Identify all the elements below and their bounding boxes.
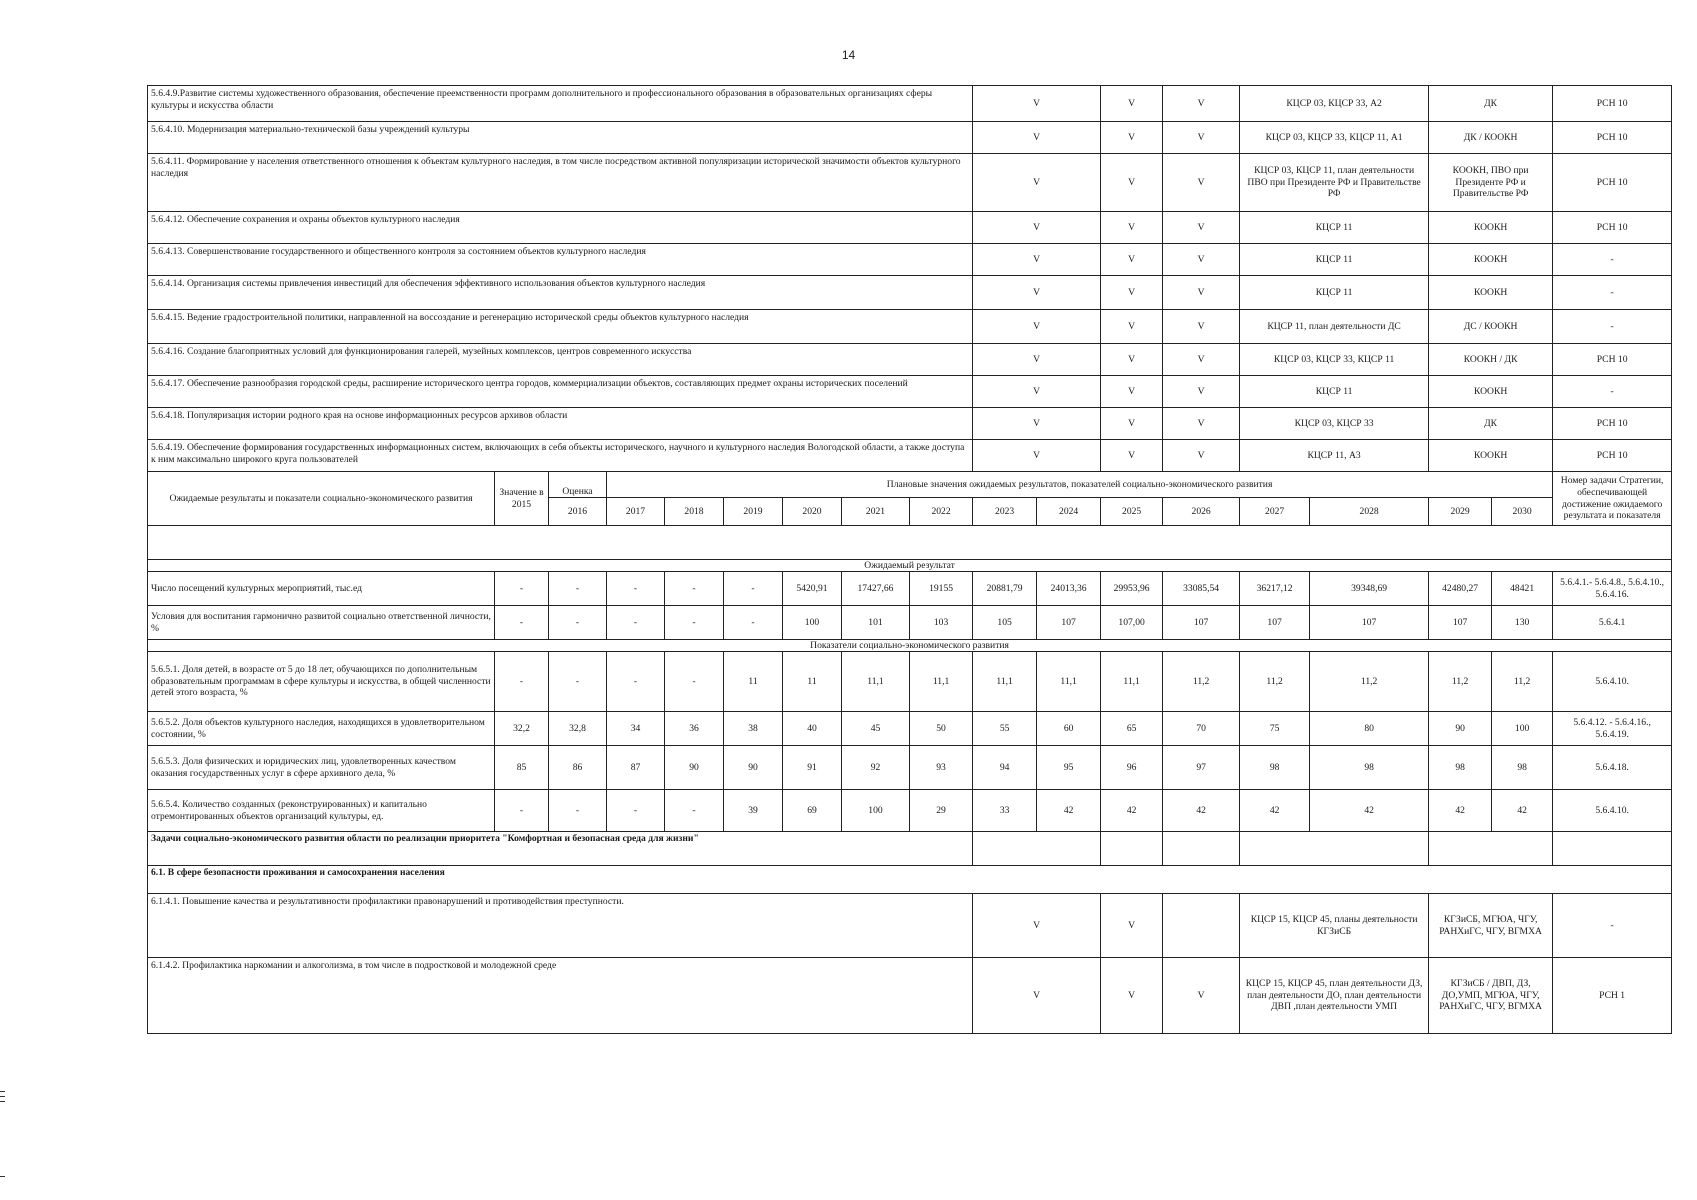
value-cell: 17427,66 — [842, 572, 910, 606]
documents-cell: КЦСР 11 — [1240, 376, 1429, 408]
mark-cell: V — [1163, 310, 1240, 344]
value-cell: 42 — [1101, 790, 1163, 832]
mark-cell: V — [973, 154, 1101, 212]
section-row — [148, 640, 1672, 652]
value-cell: 5420,91 — [783, 572, 842, 606]
value-cell: 60 — [1037, 712, 1101, 746]
strategy-ref-cell: 5.6.4.1 — [1553, 606, 1672, 640]
strategy-ref-cell: 5.6.4.1.- 5.6.4.8., 5.6.4.10., 5.6.4.16. — [1553, 572, 1672, 606]
value-cell: 107,00 — [1101, 606, 1163, 640]
mark-cell: V — [973, 376, 1101, 408]
executors-cell: КГЗиСБ, МГЮА, ЧГУ, РАНХиГС, ЧГУ, ВГМХА — [1429, 894, 1553, 958]
planned-values-header: Плановые значения ожидаемых результатов, показателей социально-экономического развития — [607, 472, 1553, 498]
value-cell: 75 — [1240, 712, 1310, 746]
executors-cell: КГЗиСБ / ДВП, ДЗ, ДО,УМП, МГЮА, ЧГУ, РАНХиГС, ЧГУ, ВГМХА — [1429, 958, 1553, 1034]
value-cell: - — [665, 572, 724, 606]
empty-cell — [1163, 832, 1240, 866]
indicator-row — [148, 652, 1672, 712]
rsn-cell: РСН 10 — [1553, 122, 1672, 154]
value-cell: 11 — [724, 652, 783, 712]
value-cell: 80 — [1310, 712, 1429, 746]
value-cell: 42 — [1163, 790, 1240, 832]
value-cell: 97 — [1163, 746, 1240, 790]
mark-cell: V — [973, 344, 1101, 376]
executors-cell: ДС / КООКН — [1429, 310, 1553, 344]
year-header: 2027 — [1240, 498, 1310, 526]
indicator-label: 5.6.5.4. Количество созданных (реконструированных) и капитально отремонтированных объектов организаций культуры, ед. — [148, 790, 495, 832]
value-2015-header: Значение в 2015 — [495, 472, 549, 526]
value-cell: 11,2 — [1492, 652, 1553, 712]
task-row — [148, 344, 1672, 376]
empty-cell — [1429, 832, 1553, 866]
priority-row — [148, 832, 1672, 866]
executors-cell: КООКН, ПВО при Президенте РФ и Правительстве РФ — [1429, 154, 1553, 212]
value-cell: 33085,54 — [1163, 572, 1240, 606]
task-text: 6.1.4.1. Повышение качества и результативности профилактики правонарушений и противодействия преступности. — [148, 894, 973, 958]
mark-cell: V — [1163, 212, 1240, 244]
year-header: 2019 — [724, 498, 783, 526]
year-header: 2026 — [1163, 498, 1240, 526]
executors-cell: ДК / КООКН — [1429, 122, 1553, 154]
rsn-cell: РСН 10 — [1553, 212, 1672, 244]
indicator-label: 5.6.5.1. Доля детей, в возрасте от 5 до 18 лет, обучающихся по дополнительным образовательным программам в сфере культуры и искусства, в общей численности детей этого возраста, % — [148, 652, 495, 712]
executors-cell: КООКН — [1429, 276, 1553, 310]
rsn-cell: РСН 10 — [1553, 440, 1672, 472]
value-cell: 29 — [910, 790, 973, 832]
value-cell: - — [549, 790, 607, 832]
executors-cell: КООКН — [1429, 376, 1553, 408]
task-text: 6.1.4.2. Профилактика наркомании и алкоголизма, в том числе в подростковой и молодежной среде — [148, 958, 973, 1034]
rsn-cell: - — [1553, 894, 1672, 958]
strategy-table — [147, 85, 1672, 1034]
task-text: 5.6.4.18. Популяризация истории родного края на основе информационных ресурсов архивов области — [148, 408, 973, 440]
value-cell: 92 — [842, 746, 910, 790]
value-cell: 45 — [842, 712, 910, 746]
mark-cell: V — [973, 86, 1101, 122]
rsn-cell: - — [1553, 310, 1672, 344]
value-cell: 90 — [724, 746, 783, 790]
executors-cell: КООКН — [1429, 440, 1553, 472]
mark-cell: V — [1101, 894, 1163, 958]
value-cell: 11 — [783, 652, 842, 712]
mark-cell: V — [1101, 376, 1163, 408]
value-cell: 42 — [1240, 790, 1310, 832]
value-cell: 11,1 — [842, 652, 910, 712]
year-header: 2021 — [842, 498, 910, 526]
value-cell: 55 — [973, 712, 1037, 746]
priority-heading: Задачи социально-экономического развития области по реализации приоритета "Комфортная и безопасная среда для жизни" — [148, 832, 973, 866]
value-cell: 103 — [910, 606, 973, 640]
value-cell: 100 — [842, 790, 910, 832]
task-row — [148, 958, 1672, 1034]
value-cell: - — [607, 790, 665, 832]
task-text: 5.6.4.11. Формирование у населения ответственного отношения к объектам культурного наследия, в том числе посредством активной популяризации исторической значимости объектов культурного наследия — [148, 154, 973, 212]
strategy-ref-cell: 5.6.4.18. — [1553, 746, 1672, 790]
rsn-cell: РСН 10 — [1553, 408, 1672, 440]
strategy-task-header: Номер задачи Стратегии, обеспечивающей достижение ожидаемого результата и показателя — [1553, 472, 1672, 526]
documents-cell: КЦСР 11, план деятельности ДС — [1240, 310, 1429, 344]
year-header: 2017 — [607, 498, 665, 526]
mark-cell: V — [1101, 276, 1163, 310]
value-cell: - — [665, 652, 724, 712]
rsn-cell: РСН 10 — [1553, 154, 1672, 212]
mark-cell: V — [1101, 440, 1163, 472]
value-cell: 98 — [1240, 746, 1310, 790]
executors-cell: ДК — [1429, 408, 1553, 440]
rsn-cell: - — [1553, 244, 1672, 276]
value-cell: 130 — [1492, 606, 1553, 640]
spacer-row — [148, 526, 1672, 560]
executors-cell: ДК — [1429, 86, 1553, 122]
mark-cell: V — [1101, 154, 1163, 212]
rsn-cell: РСН 10 — [1553, 86, 1672, 122]
task-row — [148, 376, 1672, 408]
value-cell: 65 — [1101, 712, 1163, 746]
indicator-row — [148, 746, 1672, 790]
value-cell: - — [495, 572, 549, 606]
value-cell: 93 — [910, 746, 973, 790]
subsection-heading: 6.1. В сфере безопасности проживания и самосохранения населения — [148, 866, 1672, 894]
year-header: 2023 — [973, 498, 1037, 526]
year-header: 2018 — [665, 498, 724, 526]
empty-cell — [1553, 832, 1672, 866]
value-cell: 34 — [607, 712, 665, 746]
section-expected-result: Ожидаемый результат — [148, 560, 1672, 572]
documents-cell: КЦСР 11, А3 — [1240, 440, 1429, 472]
value-cell: 90 — [1429, 712, 1492, 746]
value-cell: 32,8 — [549, 712, 607, 746]
section-indicators: Показатели социально-экономического развития — [148, 640, 1672, 652]
value-cell: 85 — [495, 746, 549, 790]
year-header: 2024 — [1037, 498, 1101, 526]
mark-cell: V — [1101, 408, 1163, 440]
mark-cell: V — [1101, 122, 1163, 154]
spacer-cell — [148, 526, 1672, 560]
rsn-cell: РСН 10 — [1553, 344, 1672, 376]
scan-mark — [0, 1091, 5, 1092]
mark-cell: V — [1163, 244, 1240, 276]
value-cell: 11,2 — [1429, 652, 1492, 712]
task-row — [148, 440, 1672, 472]
value-cell: 39 — [724, 790, 783, 832]
mark-cell: V — [1163, 86, 1240, 122]
value-cell: 19155 — [910, 572, 973, 606]
mark-cell: V — [973, 244, 1101, 276]
subsection-row — [148, 866, 1672, 894]
task-row — [148, 212, 1672, 244]
task-text: 5.6.4.17. Обеспечение разнообразия городской среды, расширение исторического центра городов, коммерциализации объектов, составляющих предмет охраны исторических поселений — [148, 376, 973, 408]
value-cell: 11,1 — [973, 652, 1037, 712]
mark-cell: V — [973, 408, 1101, 440]
task-row — [148, 244, 1672, 276]
value-cell: - — [607, 652, 665, 712]
scan-mark — [0, 1101, 5, 1102]
value-cell: 95 — [1037, 746, 1101, 790]
documents-cell: КЦСР 03, КЦСР 33, КЦСР 11, А1 — [1240, 122, 1429, 154]
value-cell: 70 — [1163, 712, 1240, 746]
value-cell: 87 — [607, 746, 665, 790]
value-cell: 107 — [1163, 606, 1240, 640]
value-cell: 107 — [1240, 606, 1310, 640]
documents-cell: КЦСР 03, КЦСР 11, план деятельности ПВО при Президенте РФ и Правительстве РФ — [1240, 154, 1429, 212]
documents-cell: КЦСР 11 — [1240, 244, 1429, 276]
documents-cell: КЦСР 03, КЦСР 33 — [1240, 408, 1429, 440]
empty-cell — [1240, 832, 1429, 866]
strategy-ref-cell: 5.6.4.10. — [1553, 790, 1672, 832]
task-row — [148, 894, 1672, 958]
value-cell: 90 — [665, 746, 724, 790]
indicator-label: 5.6.5.3. Доля физических и юридических лиц, удовлетворенных качеством оказания государственных услуг в сфере архивного дела, % — [148, 746, 495, 790]
mark-cell: V — [973, 894, 1101, 958]
rsn-cell: - — [1553, 376, 1672, 408]
value-cell: 105 — [973, 606, 1037, 640]
value-cell: 39348,69 — [1310, 572, 1429, 606]
value-cell: 98 — [1492, 746, 1553, 790]
rsn-cell: РСН 1 — [1553, 958, 1672, 1034]
value-cell: 40 — [783, 712, 842, 746]
value-cell: 36217,12 — [1240, 572, 1310, 606]
value-cell: 69 — [783, 790, 842, 832]
task-text: 5.6.4.10. Модернизация материально-технической базы учреждений культуры — [148, 122, 973, 154]
executors-cell: КООКН — [1429, 244, 1553, 276]
value-cell: - — [495, 652, 549, 712]
indicator-row — [148, 606, 1672, 640]
indicator-label: 5.6.5.2. Доля объектов культурного наследия, находящихся в удовлетворительном состоянии, % — [148, 712, 495, 746]
mark-cell: V — [1163, 154, 1240, 212]
year-header: 2029 — [1429, 498, 1492, 526]
strategy-ref-cell: 5.6.4.10. — [1553, 652, 1672, 712]
value-cell: 20881,79 — [973, 572, 1037, 606]
value-cell: 48421 — [1492, 572, 1553, 606]
value-cell: - — [607, 606, 665, 640]
year-header: 2022 — [910, 498, 973, 526]
documents-cell: КЦСР 11 — [1240, 276, 1429, 310]
mark-cell: V — [973, 958, 1101, 1034]
scan-mark — [0, 1096, 5, 1097]
task-text: 5.6.4.12. Обеспечение сохранения и охраны объектов культурного наследия — [148, 212, 973, 244]
documents-cell: КЦСР 15, КЦСР 45, план деятельности ДЗ, план деятельности ДО, план деятельности ДВП ,план деятельности УМП — [1240, 958, 1429, 1034]
value-cell: - — [607, 572, 665, 606]
value-cell: 11,1 — [1101, 652, 1163, 712]
value-cell: 91 — [783, 746, 842, 790]
task-row — [148, 154, 1672, 212]
mark-cell: V — [1163, 344, 1240, 376]
value-cell: 29953,96 — [1101, 572, 1163, 606]
task-row — [148, 276, 1672, 310]
mark-cell: V — [1163, 376, 1240, 408]
value-cell: - — [665, 790, 724, 832]
value-cell: 24013,36 — [1037, 572, 1101, 606]
documents-cell: КЦСР 03, КЦСР 33, А2 — [1240, 86, 1429, 122]
mark-cell: V — [1163, 958, 1240, 1034]
value-cell: 42 — [1037, 790, 1101, 832]
empty-cell — [973, 832, 1101, 866]
indicator-label: Условия для воспитания гармонично развитой социально ответственной личности, % — [148, 606, 495, 640]
task-row — [148, 86, 1672, 122]
estimate-header: Оценка — [549, 472, 607, 498]
value-cell: 101 — [842, 606, 910, 640]
table-body — [148, 86, 1672, 1034]
value-cell: - — [549, 606, 607, 640]
header-row — [148, 472, 1672, 498]
value-cell: - — [549, 652, 607, 712]
year-header: 2016 — [549, 498, 607, 526]
mark-cell: V — [1163, 408, 1240, 440]
mark-cell: V — [1101, 86, 1163, 122]
value-cell: 100 — [783, 606, 842, 640]
mark-cell: V — [1101, 344, 1163, 376]
year-header: 2025 — [1101, 498, 1163, 526]
mark-cell: V — [973, 310, 1101, 344]
executors-cell: КООКН / ДК — [1429, 344, 1553, 376]
value-cell: 11,1 — [910, 652, 973, 712]
documents-cell: КЦСР 11 — [1240, 212, 1429, 244]
task-text: 5.6.4.9.Развитие системы художественного образования, обеспечение преемственности программ дополнительного и профессионального образования в образовательных организациях сферы культуры и искусства области — [148, 86, 973, 122]
value-cell: 42 — [1492, 790, 1553, 832]
value-cell: 33 — [973, 790, 1037, 832]
value-cell: 96 — [1101, 746, 1163, 790]
empty-cell — [1101, 832, 1163, 866]
value-cell: 38 — [724, 712, 783, 746]
task-text: 5.6.4.19. Обеспечение формирования государственных информационных систем, включающих в себя объекты исторического, научного и культурного наследия Вологодской области, а также доступа к ним максимально широкого круга пользователей — [148, 440, 973, 472]
value-cell: 98 — [1310, 746, 1429, 790]
documents-cell: КЦСР 15, КЦСР 45, планы деятельности КГЗиСБ — [1240, 894, 1429, 958]
value-cell: 107 — [1037, 606, 1101, 640]
scan-mark — [0, 1176, 5, 1177]
section-row — [148, 560, 1672, 572]
value-cell: 42 — [1429, 790, 1492, 832]
value-cell: 94 — [973, 746, 1037, 790]
value-cell: 36 — [665, 712, 724, 746]
task-text: 5.6.4.15. Ведение градостроительной политики, направленной на воссоздание и регенерацию исторической среды объектов культурного наследия — [148, 310, 973, 344]
value-cell: - — [724, 572, 783, 606]
page-number: 14 — [841, 48, 856, 62]
task-row — [148, 408, 1672, 440]
mark-cell: V — [1163, 122, 1240, 154]
indicator-label: Число посещений культурных мероприятий, тыс.ед — [148, 572, 495, 606]
value-cell: - — [724, 606, 783, 640]
mark-cell: V — [1101, 310, 1163, 344]
value-cell: 11,1 — [1037, 652, 1101, 712]
rsn-cell: - — [1553, 276, 1672, 310]
value-cell: - — [495, 606, 549, 640]
year-header: 2030 — [1492, 498, 1553, 526]
indicator-row — [148, 712, 1672, 746]
value-cell: 42 — [1310, 790, 1429, 832]
value-cell: 50 — [910, 712, 973, 746]
executors-cell: КООКН — [1429, 212, 1553, 244]
results-header: Ожидаемые результаты и показатели социально-экономического развития — [148, 472, 495, 526]
mark-cell: V — [1101, 212, 1163, 244]
task-text: 5.6.4.16. Создание благоприятных условий для функционирования галерей, музейных комплексов, центров современного искусства — [148, 344, 973, 376]
documents-cell: КЦСР 03, КЦСР 33, КЦСР 11 — [1240, 344, 1429, 376]
value-cell: 11,2 — [1163, 652, 1240, 712]
year-header: 2028 — [1310, 498, 1429, 526]
value-cell: 11,2 — [1240, 652, 1310, 712]
mark-cell: V — [1101, 244, 1163, 276]
value-cell: 32,2 — [495, 712, 549, 746]
value-cell: - — [665, 606, 724, 640]
indicator-row — [148, 572, 1672, 606]
value-cell: 11,2 — [1310, 652, 1429, 712]
task-row — [148, 310, 1672, 344]
value-cell: 42480,27 — [1429, 572, 1492, 606]
indicator-row — [148, 790, 1672, 832]
strategy-ref-cell: 5.6.4.12. - 5.6.4.16., 5.6.4.19. — [1553, 712, 1672, 746]
mark-cell: V — [973, 212, 1101, 244]
value-cell: 107 — [1310, 606, 1429, 640]
year-header: 2020 — [783, 498, 842, 526]
mark-cell: V — [1101, 958, 1163, 1034]
value-cell: - — [495, 790, 549, 832]
mark-cell: V — [1163, 276, 1240, 310]
mark-cell: V — [973, 440, 1101, 472]
value-cell: 100 — [1492, 712, 1553, 746]
mark-cell: V — [973, 122, 1101, 154]
mark-cell — [1163, 894, 1240, 958]
value-cell: 107 — [1429, 606, 1492, 640]
task-text: 5.6.4.14. Организация системы привлечения инвестиций для обеспечения эффективного использования объектов культурного наследия — [148, 276, 973, 310]
value-cell: 86 — [549, 746, 607, 790]
mark-cell: V — [973, 276, 1101, 310]
task-row — [148, 122, 1672, 154]
value-cell: - — [549, 572, 607, 606]
value-cell: 98 — [1429, 746, 1492, 790]
task-text: 5.6.4.13. Совершенствование государственного и общественного контроля за состоянием объектов культурного наследия — [148, 244, 973, 276]
mark-cell: V — [1163, 440, 1240, 472]
